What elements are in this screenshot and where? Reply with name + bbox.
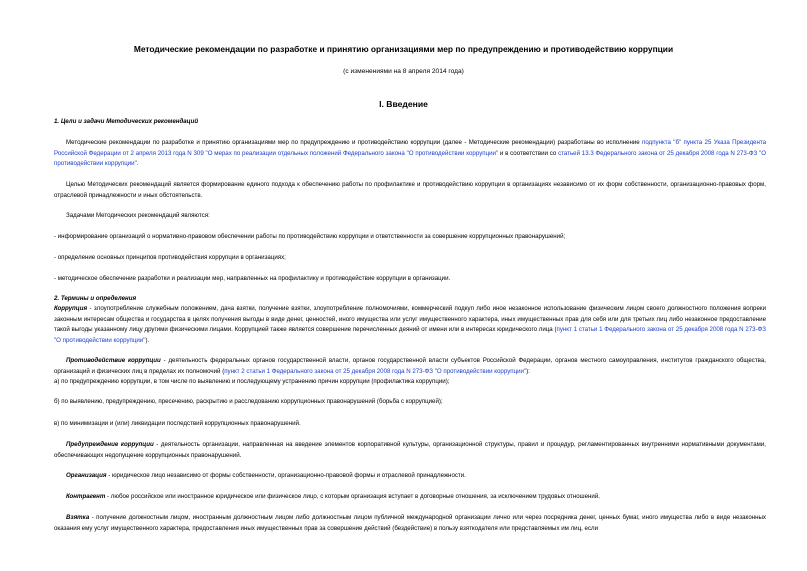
- definition-counterparty: [54, 492, 766, 503]
- definition-bribe: [54, 513, 766, 534]
- definition-text: ):: [526, 367, 530, 375]
- goals-paragraph-text: Методические рекомендации по разработке и принятию организациями мер по предупреждению и противодействию коррупции (далее - Методические рекомендации) разработаны во исполнение: [66, 139, 643, 146]
- definition-text: - юридическое лицо независимо от формы собственности, организационно-правовой формы и отраслевой принадлежности.: [106, 472, 466, 479]
- counteraction-item-a: а) по предупреждению коррупции, в том числе по выявлению и последующему устранению причин коррупции (профилактика коррупции);: [54, 378, 450, 385]
- definition-organization: [54, 471, 766, 482]
- goals-paragraph-text: .: [136, 160, 139, 168]
- term-counteraction: Противодействие коррупции: [66, 357, 161, 364]
- definition-text: - деятельность федеральных органов государственной власти, органов государственной власти субъектов Российской Федерации, органов местного самоуправления, институтов гражданского общества, организаций и физических лиц в пределах их полномочий (: [54, 357, 766, 375]
- definition-text: - деятельность организации, направленная на введение элементов корпоративной культуры, организационной структуры, правил и процедур, регламентированных внутренними нормативными документами, обеспечивающих недопущение коррупционных правонарушений.: [54, 441, 767, 459]
- law-point-2-link[interactable]: пункт 2 статьи 1 Федерального закона от 25 декабря 2008 года N 273-ФЗ "О противодействии коррупции": [224, 367, 527, 375]
- goals-paragraph-text: и в соответствии со: [498, 149, 559, 157]
- tasks-intro: Задачами Методических рекомендаций являются:: [66, 212, 210, 219]
- definition-text: - любое российское или иностранное юридическое или физическое лицо, с которым организация вступает в договорные отношения, за исключением трудовых отношений.: [105, 493, 600, 500]
- terms-heading: [54, 294, 766, 305]
- goals-paragraph: [54, 138, 766, 170]
- section-heading: I. Введение: [379, 99, 428, 109]
- definition-text: - злоупотребление служебным положением, дача взятки, получение взятки, злоупотребление полномочиями, коммерческий подкуп либо иное незаконное использование физическим лицом своего должностного положения вопреки законным интересам общества и государства в целях получения выгоды в виде денег, ценностей, иного имущества или услуг имущественного характера, иных имущественных прав для себя или для третьих лиц либо незаконное предоставление такой выгоды указанному лицу другими физическими лицами. Коррупцией также является совершение перечисленных деяний от имени или в интересах юридического лица (: [54, 305, 766, 334]
- definition-text: - получение должностным лицом, иностранным должностным лицом либо должностным лицом публичной международной организации лично или через посредника денег, ценных бумаг, иного имущества либо в виде незаконных оказания ему услуг имущественного характера, предоставления иных имущественных прав за совершение действий (бездействие) в пользу взяткодателя или представляемых им лиц, если: [54, 514, 766, 532]
- term-counterparty: Контрагент: [66, 493, 106, 500]
- decree-link[interactable]: подпункта "б" пункта 25 Указа Президента Российской Федерации от 2 апреля 2013 года N 309 "О мерах по реализации отдельных положений Федерального закона "О противодействии коррупции": [54, 139, 766, 157]
- goals-heading: [54, 117, 766, 128]
- goals-heading-text: 1. Цели и задачи Методических рекомендаций: [54, 118, 199, 125]
- definition-counteraction: [54, 356, 766, 377]
- task-item-2: - определение основных принципов противодействия коррупции в организациях;: [54, 254, 286, 261]
- task-item-1: - информирование организаций о нормативно-правовом обеспечении работы по противодействию коррупции и ответственности за совершение коррупционных правонарушений;: [54, 233, 566, 240]
- term-organization: Организация: [66, 472, 107, 479]
- aim-paragraph: Целью Методических рекомендаций является формирование единого подхода к обеспечению работы по профилактике и противодействию коррупции в организациях независимо от их форм собственности, организационно-правовых форм, отраслевой принадлежности и иных обстоятельств.: [54, 181, 766, 199]
- law-article-link[interactable]: статьей 13.3 Федерального закона от 25 декабря 2008 года N 273-ФЗ "О противодействии коррупции": [54, 149, 766, 168]
- counteraction-item-b: б) по выявлению, предупреждению, пресечению, раскрытию и расследованию коррупционных правонарушений (борьба с коррупцией);: [54, 398, 443, 405]
- law-point-1-link[interactable]: пункт 1 статьи 1 Федерального закона от 25 декабря 2008 года N 273-ФЗ "О противодействии коррупции": [54, 326, 767, 344]
- definition-text: ).: [145, 336, 150, 344]
- term-prevention: Предупреждение коррупции: [66, 441, 154, 448]
- task-item-3: - методическое обеспечение разработки и реализации мер, направленных на профилактику и противодействие коррупции в организации.: [54, 275, 451, 282]
- document-title: Методические рекомендации по разработке и принятию организациями мер по предупреждению и противодействию коррупции: [133, 44, 674, 54]
- terms-heading-text: 2. Термины и определения: [54, 295, 137, 302]
- document-subtitle: (с изменениями на 8 апреля 2014 года): [343, 68, 464, 75]
- definition-prevention: [54, 440, 766, 461]
- term-bribe: Взятка: [66, 514, 90, 521]
- term-corruption: Коррупция: [54, 305, 88, 312]
- counteraction-item-c: в) по минимизации и (или) ликвидации последствий коррупционных правонарушений.: [54, 420, 301, 427]
- definition-corruption: [54, 304, 766, 346]
